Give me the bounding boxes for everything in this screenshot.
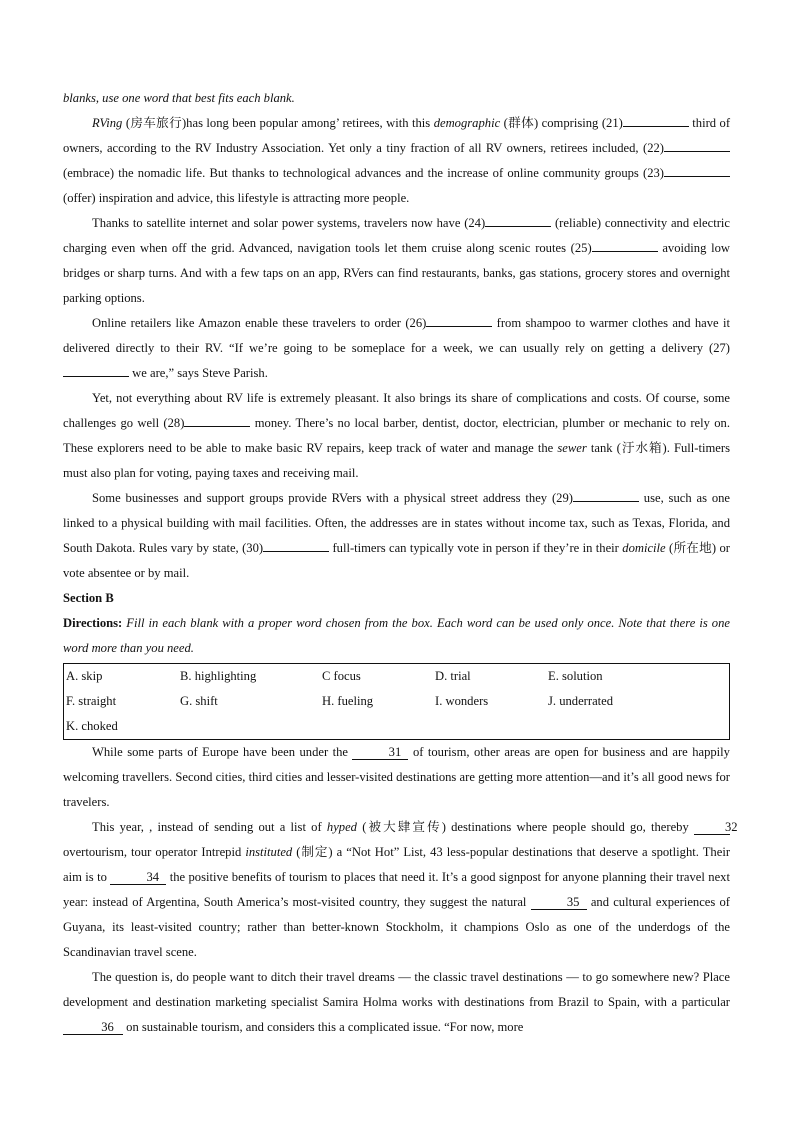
document-page: [63, 86, 738, 1040]
paragraph-a3: Online retailers like Amazon enable these travelers to order (26) from shampoo to warmer clothes and have it delivered directly to their RV. “If we’re going to be someplace for a week, we can usually rely on getting a delivery (27) we are,” says Steve Parish.: [63, 311, 730, 386]
blank-21[interactable]: [623, 112, 689, 127]
paragraph-a2: Thanks to satellite internet and solar power systems, travelers now have (24) (reliable) connectivity and electric charging even when off the grid. Advanced, navigation tools let them cruise along scenic routes (25) avoiding low bridges or sharp turns. And with a few taps on an app, RVers can find restaurants, banks, gas stations, grocery stores and overnight parking options.: [63, 211, 730, 311]
option-e: E. solution: [548, 669, 603, 683]
paragraph-a4: Yet, not everything about RV life is extremely pleasant. It also brings its share of complications and costs. Of course, some challenges go well (28) money. There’s no local barber, dentist, doctor, electrician, plumber or mechanic to rely on. These explorers need to be able to make basic RV repairs, keep track of water and manage the sewer tank (汙水箱). Full-timers must also plan for voting, paying taxes and receiving mail.: [63, 391, 731, 480]
word-bank-row: [64, 689, 729, 714]
blank-24[interactable]: [485, 212, 551, 227]
paragraph-b3: The question is, do people want to ditch their travel dreams — the classic travel destinations — to go somewhere new? Place development and destination marketing specialist Samira Holma works with destinations from Brazil to Spain, with a particular 36 on sustainable tourism, and considers this a complicated issue. “For now, more: [63, 970, 730, 1034]
word-bank-box: [63, 663, 730, 740]
blank-36[interactable]: 36: [63, 1020, 123, 1035]
option-g: G. shift: [180, 694, 218, 708]
word-bank-row: [64, 714, 729, 739]
word-bank-row: [64, 664, 729, 689]
blank-22[interactable]: [664, 137, 730, 152]
blank-34[interactable]: 34: [110, 870, 166, 885]
blank-28[interactable]: [184, 412, 250, 427]
section-b-heading: Section B: [63, 591, 114, 605]
option-a: A. skip: [66, 669, 103, 683]
blank-26[interactable]: [426, 312, 492, 327]
blank-31[interactable]: 31: [352, 745, 408, 760]
blank-35[interactable]: 35: [531, 895, 587, 910]
blank-25[interactable]: [592, 237, 658, 252]
option-h: H. fueling: [322, 694, 374, 708]
paragraph-b2: This year, , instead of sending out a list of hyped (被大肆宣传) destinations where people should go, thereby 32 overtourism, tour operator Intrepid instituted (制定) a “Not Hot” List, 43 less-popular destinations that deserve a spotlight. Their aim is to 34 the positive benefits of tourism to places that need it. It’s a good signpost for anyone planning their travel next year: instead of Argentina, South America’s most-visited country, they suggest the natural 35 and cultural experiences of Guyana, its least-visited country; rather than better-known Stockholm, it champions Oslo as one of the underdogs of the Scandinavian travel scene.: [63, 820, 738, 959]
paragraph-a1: RVing (房车旅行)has long been popular among’ retirees, with this demographic (群体) comprising (21) third of owners, according to the RV Industry Association. Yet only a tiny fraction of all RV owners, retirees included, (22) (embrace) the nomadic life. But thanks to technological advances and the increase of online community groups (23) (offer) inspiration and advice, this lifestyle is attracting more people.: [63, 111, 730, 211]
blank-23[interactable]: [664, 162, 730, 177]
option-j: J. underrated: [548, 694, 614, 708]
blank-29[interactable]: [573, 487, 639, 502]
option-d: D. trial: [435, 669, 471, 683]
option-k: K. choked: [66, 719, 118, 733]
option-b: B. highlighting: [180, 669, 257, 683]
blank-32[interactable]: 32: [694, 820, 730, 835]
paragraph-b1: While some parts of Europe have been under the 31 of tourism, other areas are open for business and are happily welcoming travellers. Second cities, third cities and lesser-visited destinations are getting more attention—and it’s all good news for travelers.: [63, 745, 730, 809]
option-c: C focus: [322, 669, 361, 683]
intro-line: blanks, use one word that best fits each blank.: [63, 91, 295, 105]
option-i: I. wonders: [435, 694, 489, 708]
option-f: F. straight: [66, 694, 117, 708]
blank-27[interactable]: [63, 362, 129, 377]
section-b-directions: Directions: Fill in each blank with a proper word chosen from the box. Each word can be used only once. Note that there is one word more than you need.: [63, 616, 730, 655]
blank-30[interactable]: [263, 537, 329, 552]
paragraph-a5: Some businesses and support groups provide RVers with a physical street address they (29) use, such as one linked to a physical building with mail facilities. Often, the addresses are in states without income tax, such as Texas, Florida, and South Dakota. Rules vary by state, (30) full-timers can typically vote in person if they’re in their domicile (所在地) or vote absentee or by mail.: [63, 486, 730, 586]
